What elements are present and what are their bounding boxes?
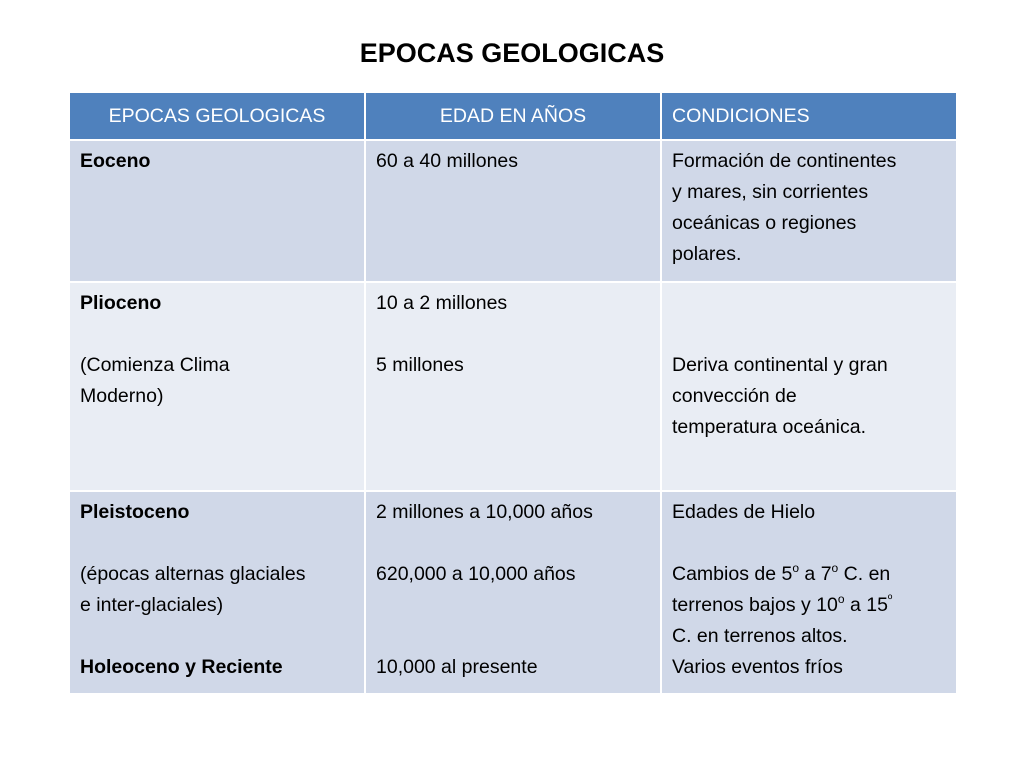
epoch-name: Plioceno	[80, 292, 162, 314]
epoch-note: Moderno)	[80, 385, 164, 407]
conditions-text: temperatura oceánica.	[672, 416, 867, 438]
conditions-text	[672, 590, 946, 621]
age-text: 2 millones a 10,000 años	[376, 501, 593, 523]
conditions-cell	[661, 282, 957, 491]
superscript: o	[837, 592, 845, 606]
spacer-line	[80, 528, 354, 559]
age-text: 620,000 a 10,000 años	[376, 563, 576, 585]
age-text: 10 a 2 millones	[376, 292, 508, 314]
text-run: terrenos bajos y 10	[672, 594, 838, 616]
spacer-line	[80, 319, 354, 350]
header-age: EDAD EN AÑOS	[365, 93, 661, 140]
age-text: 60 a 40 millones	[376, 150, 519, 172]
conditions-text: Deriva continental y gran	[672, 354, 888, 376]
table-row	[69, 282, 957, 491]
epochs-table	[68, 93, 958, 695]
conditions-text: C. en terrenos altos.	[672, 625, 848, 647]
spacer-line	[376, 590, 650, 621]
spacer-line	[376, 621, 650, 652]
age-cell	[365, 140, 661, 282]
spacer-line	[672, 288, 946, 319]
conditions-cell	[661, 140, 957, 282]
spacer-line	[376, 528, 650, 559]
epoch-cell	[69, 491, 365, 694]
conditions-text: convección de	[672, 385, 797, 407]
spacer-line	[80, 621, 354, 652]
conditions-text	[672, 559, 946, 590]
table-row	[69, 140, 957, 282]
epoch-note: (épocas alternas glaciales	[80, 563, 306, 585]
age-cell	[365, 491, 661, 694]
conditions-text: Varios eventos fríos	[672, 656, 843, 678]
epoch-name: Holeoceno y Reciente	[80, 656, 283, 678]
age-cell	[365, 282, 661, 491]
conditions-text: oceánicas o regiones	[672, 212, 857, 234]
table-header-row	[69, 93, 957, 140]
conditions-cell	[661, 491, 957, 694]
conditions-text: Edades de Hielo	[672, 501, 816, 523]
table-row	[69, 491, 957, 694]
text-run: Cambios de 5	[672, 563, 793, 585]
epoch-name: Eoceno	[80, 150, 151, 172]
page-title: EPOCAS GEOLOGICAS	[359, 38, 665, 68]
age-text: 10,000 al presente	[376, 656, 538, 678]
age-text: 5 millones	[376, 354, 464, 376]
superscript: o	[831, 561, 839, 575]
epoch-note: (Comienza Clima	[80, 354, 230, 376]
superscript: o	[792, 561, 800, 575]
header-epochs: EPOCAS GEOLOGICAS	[69, 93, 365, 140]
conditions-text: Formación de continentes	[672, 150, 897, 172]
spacer-line	[672, 319, 946, 350]
conditions-text: y mares, sin corrientes	[672, 181, 869, 203]
epoch-cell	[69, 282, 365, 491]
text-run: a 7	[799, 563, 832, 585]
conditions-text: polares.	[672, 243, 742, 265]
text-run: a 15	[844, 594, 888, 616]
spacer-line	[376, 319, 650, 350]
epoch-name: Pleistoceno	[80, 501, 190, 523]
text-run: C. en	[838, 563, 891, 585]
spacer-line	[672, 528, 946, 559]
header-conditions: CONDICIONES	[661, 93, 957, 140]
superscript: º	[887, 592, 893, 606]
epoch-cell	[69, 140, 365, 282]
epoch-note: e inter-glaciales)	[80, 594, 224, 616]
